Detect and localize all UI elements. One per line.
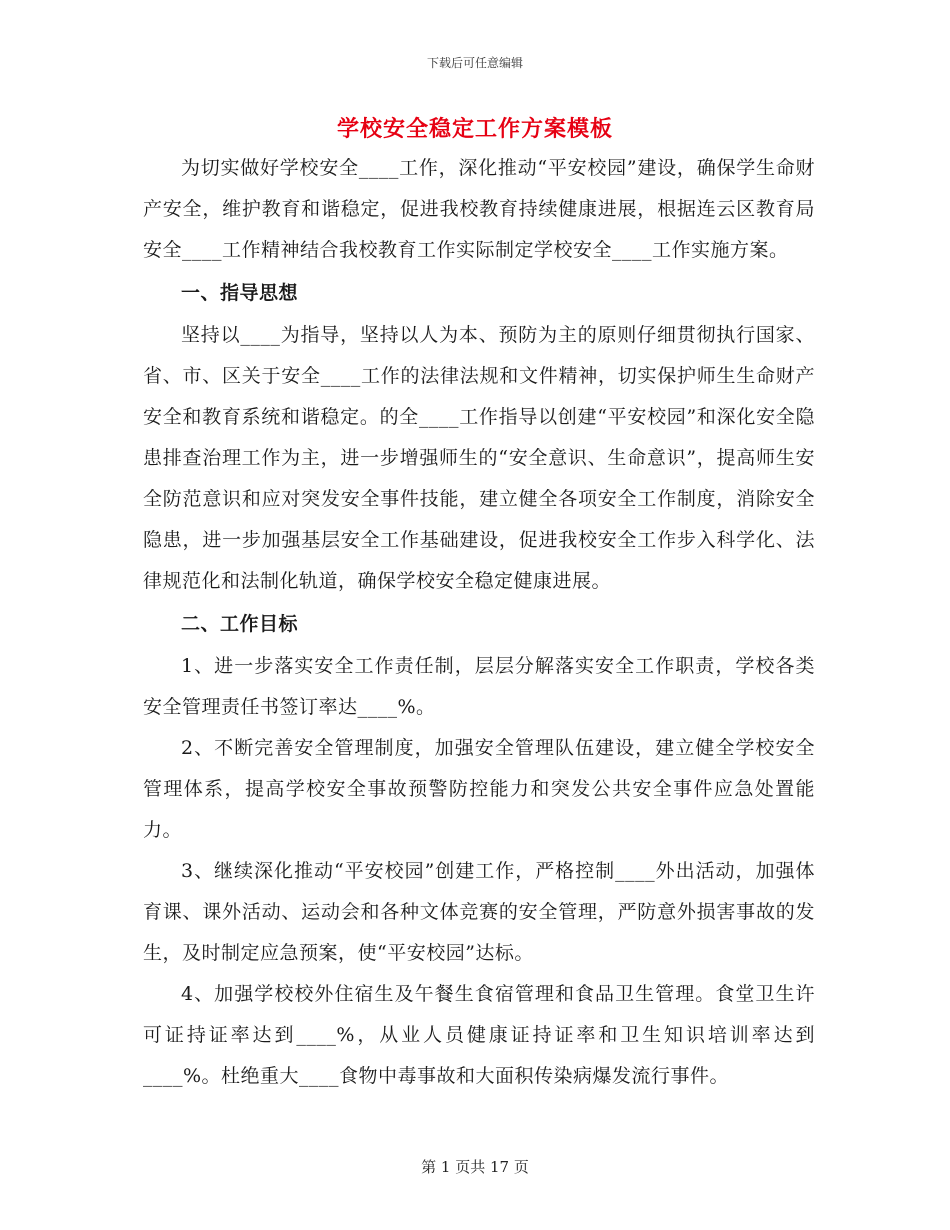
page-header-note: 下载后可任意编辑 xyxy=(426,56,523,70)
section-heading-guiding-ideology: 一、指导思想 xyxy=(181,282,299,304)
section-heading-work-goals: 二、工作目标 xyxy=(181,613,299,635)
document-body xyxy=(143,148,815,1097)
goal-item-1: 1、进一步落实安全工作责任制，层层分解落实安全工作职责，学校各类安全管理责任书签订率达____%。 xyxy=(143,655,815,718)
goal-item-2: 2、不断完善安全管理制度，加强安全管理队伍建设，建立健全学校安全管理体系，提高学校安全事故预警防控能力和突发公共安全事件应急处置能力。 xyxy=(143,737,815,841)
page-number: 第 1 页共 17 页 xyxy=(421,1158,529,1176)
goal-item-4: 4、加强学校校外住宿生及午餐生食宿管理和食品卫生管理。食堂卫生许可证持证率达到____%，从业人员健康证持证率和卫生知识培训率达到____%。杜绝重大____食物中毒事故和大面积传染病爆发流行事件。 xyxy=(143,983,815,1087)
goal-item-3: 3、继续深化推动“平安校园”创建工作，严格控制____外出活动，加强体育课、课外活动、运动会和各种文体竞赛的安全管理，严防意外损害事故的发生，及时制定应急预案，使“平安校园”达标。 xyxy=(143,860,815,964)
guiding-ideology-paragraph: 坚持以____为指导，坚持以人为本、预防为主的原则仔细贯彻执行国家、省、市、区关于安全____工作的法律法规和文件精神，切实保护师生生命财产安全和教育系统和谐稳定。的全____工作指导以创建“平安校园”和深化安全隐患排查治理工作为主，进一步增强师生的“安全意识、生命意识”，提高师生安全防范意识和应对突发安全事件技能，建立健全各项安全工作制度，消除安全隐患，进一步加强基层安全工作基础建设，促进我校安全工作步入科学化、法律规范化和法制化轨道，确保学校安全稳定健康进展。 xyxy=(143,324,815,592)
document-title: 学校安全稳定工作方案模板 xyxy=(336,116,613,142)
intro-paragraph: 为切实做好学校安全____工作，深化推动“平安校园”建设，确保学生命财产安全，维护教育和谐稳定，促进我校教育持续健康进展，根据连云区教育局安全____工作精神结合我校教育工作实际制定学校安全____工作实施方案。 xyxy=(143,157,815,261)
